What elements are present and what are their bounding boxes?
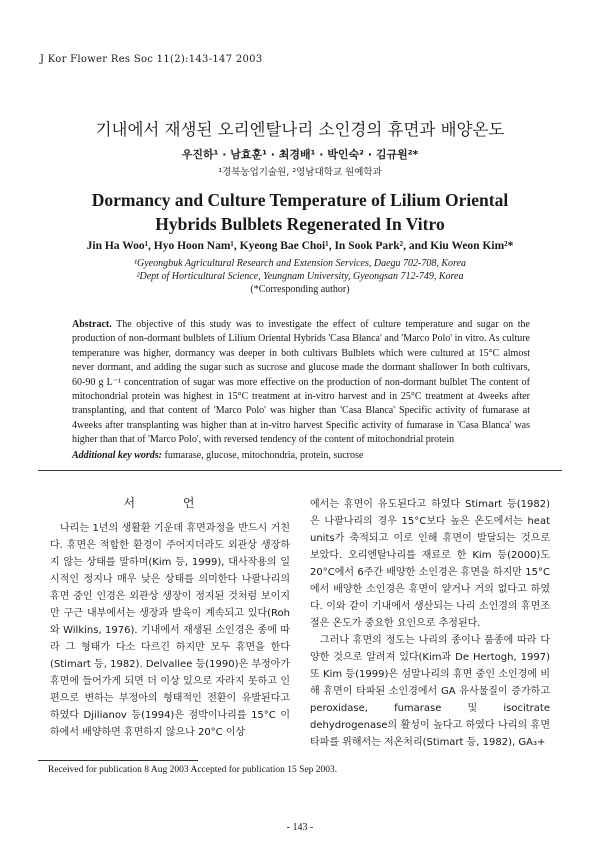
english-title-line1: Dormancy and Culture Temperature of Lilium Oriental xyxy=(91,190,509,210)
right-paragraph-1: 에서는 휴면이 유도된다고 하였다 Stimart 등(1982)은 나팔나리의 경우 15°C보다 높은 온도에서는 heat units가 축적되고 이로 인해 휴면이 발달되는 것으로 보았다. 오리엔탈나리를 재료로 한 Kim 등(2000)도 20°C에서 6주간 배양한 소인경은 휴면을 하지만 15°C에서 배양한 소인경은 휴면이 얕거나 거의 없다고 하였다. 이와 같이 기내에서 생산되는 나리 소인경의 휴면조절은 온도가 중요한 요인으로 추정된다. xyxy=(310,499,550,629)
right-paragraph-2: 그러나 휴면의 정도는 나리의 종이나 품종에 따라 다양한 것으로 알려져 있다(Kim과 De Hertogh, 1997) 또 Kim 등(1999)은 섬말나리의 휴면 중인 소인경에 비해 휴면이 타파된 소인경에서 GA 유사물질이 증가하고 peroxidase, fumarase 및 isocitrate dehydrogenase의 활성이 높다고 하였다 나리의 휴면 타파를 위해서는 저온처리(Stimart 등, 1982), GA₃+ xyxy=(310,635,550,748)
affiliation-1: ¹Gyeongbuk Agricultural Research and Extension Services, Daegu 702-708, Korea xyxy=(133,258,466,269)
abstract xyxy=(72,318,530,448)
english-title-line2: Hybrids Bulblets Regenerated In Vitro xyxy=(155,214,445,234)
korean-authors: 우진하¹ · 남효훈¹ · 최경배¹ · 박인숙² · 김규원²* xyxy=(181,148,419,161)
keywords xyxy=(72,450,530,461)
journal-citation: J Kor Flower Res Soc 11(2):143-147 2003 xyxy=(40,54,263,65)
korean-title: 기내에서 재생된 오리엔탈나리 소인경의 휴면과 배양온도 xyxy=(95,120,505,139)
keywords-text: fumarase, glucose, mitochondria, protein, sucrose xyxy=(164,450,364,461)
left-paragraph-1: 나리는 1년의 생활환 기운데 휴면과정을 반드시 거친다. 휴면은 적합한 환경이 주어지더라도 외관상 생장하지 않는 상태를 말하며(Kim 등, 1999), 대사작용의 일시적인 정지나 매우 낮은 상태를 의미한다 나팔나리의 휴면 중인 인경은 외관상 생장이 정지된 것처럼 보이지만 구근 내부에서는 생장과 발육이 계속되고 있다(Roh와 Wilkins, 1976). 기내에서 재생된 소인경은 종에 따라 그 형태가 다소 다르긴 하지만 모두 휴면을 한다(Stimart 등, 1982). Delvallee 등(1990)은 부정아가 휴면에 들어가게 되면 더 이상 있으로 자라지 못하고 인편으로 변하는 부정아의 형태적인 전환이 유발된다고 하였다 Djilianov 등(1994)은 점박이나리를 15°C 이하에서 배양하면 휴면하지 않으나 20°C 이상 xyxy=(50,523,290,738)
abstract-label: Abstract. xyxy=(72,319,112,330)
right-column xyxy=(310,496,550,751)
footnote-divider xyxy=(38,760,198,761)
english-affiliations xyxy=(0,257,600,296)
korean-affiliation: ¹경북농업기술원, ²영남대학교 원예학과 xyxy=(218,167,382,178)
english-authors: Jin Ha Woo¹, Hyo Hoon Nam¹, Kyeong Bae Choi¹, In Sook Park², and Kiu Weon Kim²* xyxy=(86,240,514,252)
abstract-text: The objective of this study was to investigate the effect of culture temperature and sugar on the production of non-dormant bulblets of Lilium Oriental Hybrids 'Casa Blanca' and 'Marco Polo' in vitro. As culture temperature was higher, dormancy was deeper in both cultivars Bulblets which were cultured at 15°C almost never dormant, and adding the sugar such as sucrose and glucose made the dormant shallower In both cultivars, 60-90 g L⁻¹ concentration of sugar was more effective on the production of non-dormant bulblet The content of mitochondrial protein was highest in 15°C treatment at in-vitro harvest and in 25°C treatment at 4weeks after transplanting, and that content of 'Marco Polo' was higher than 'Casa Blanca' Specific activity of fumarase at 4weeks after transplanting was higher than at in-vitro harvest Specific activity of fumarase in 'Casa Blanca' was higher than that of 'Marco Polo', with reversed tendency of the content of mitochondrial protein xyxy=(72,319,530,446)
header-divider xyxy=(38,470,562,471)
section-heading: 서 언 xyxy=(123,496,217,510)
english-title xyxy=(0,188,600,236)
corresponding-author-note: (*Corresponding author) xyxy=(250,284,350,295)
received-dates: Received for publication 8 Aug 2003 Accepted for publication 15 Sep 2003. xyxy=(48,765,338,775)
left-column xyxy=(50,520,290,741)
affiliation-2: ²Dept of Horticultural Science, Yeungnam University, Gyeongsan 712-749, Korea xyxy=(136,271,464,282)
page-number: - 143 - xyxy=(286,822,314,833)
keywords-label: Additional key words: xyxy=(72,450,163,461)
